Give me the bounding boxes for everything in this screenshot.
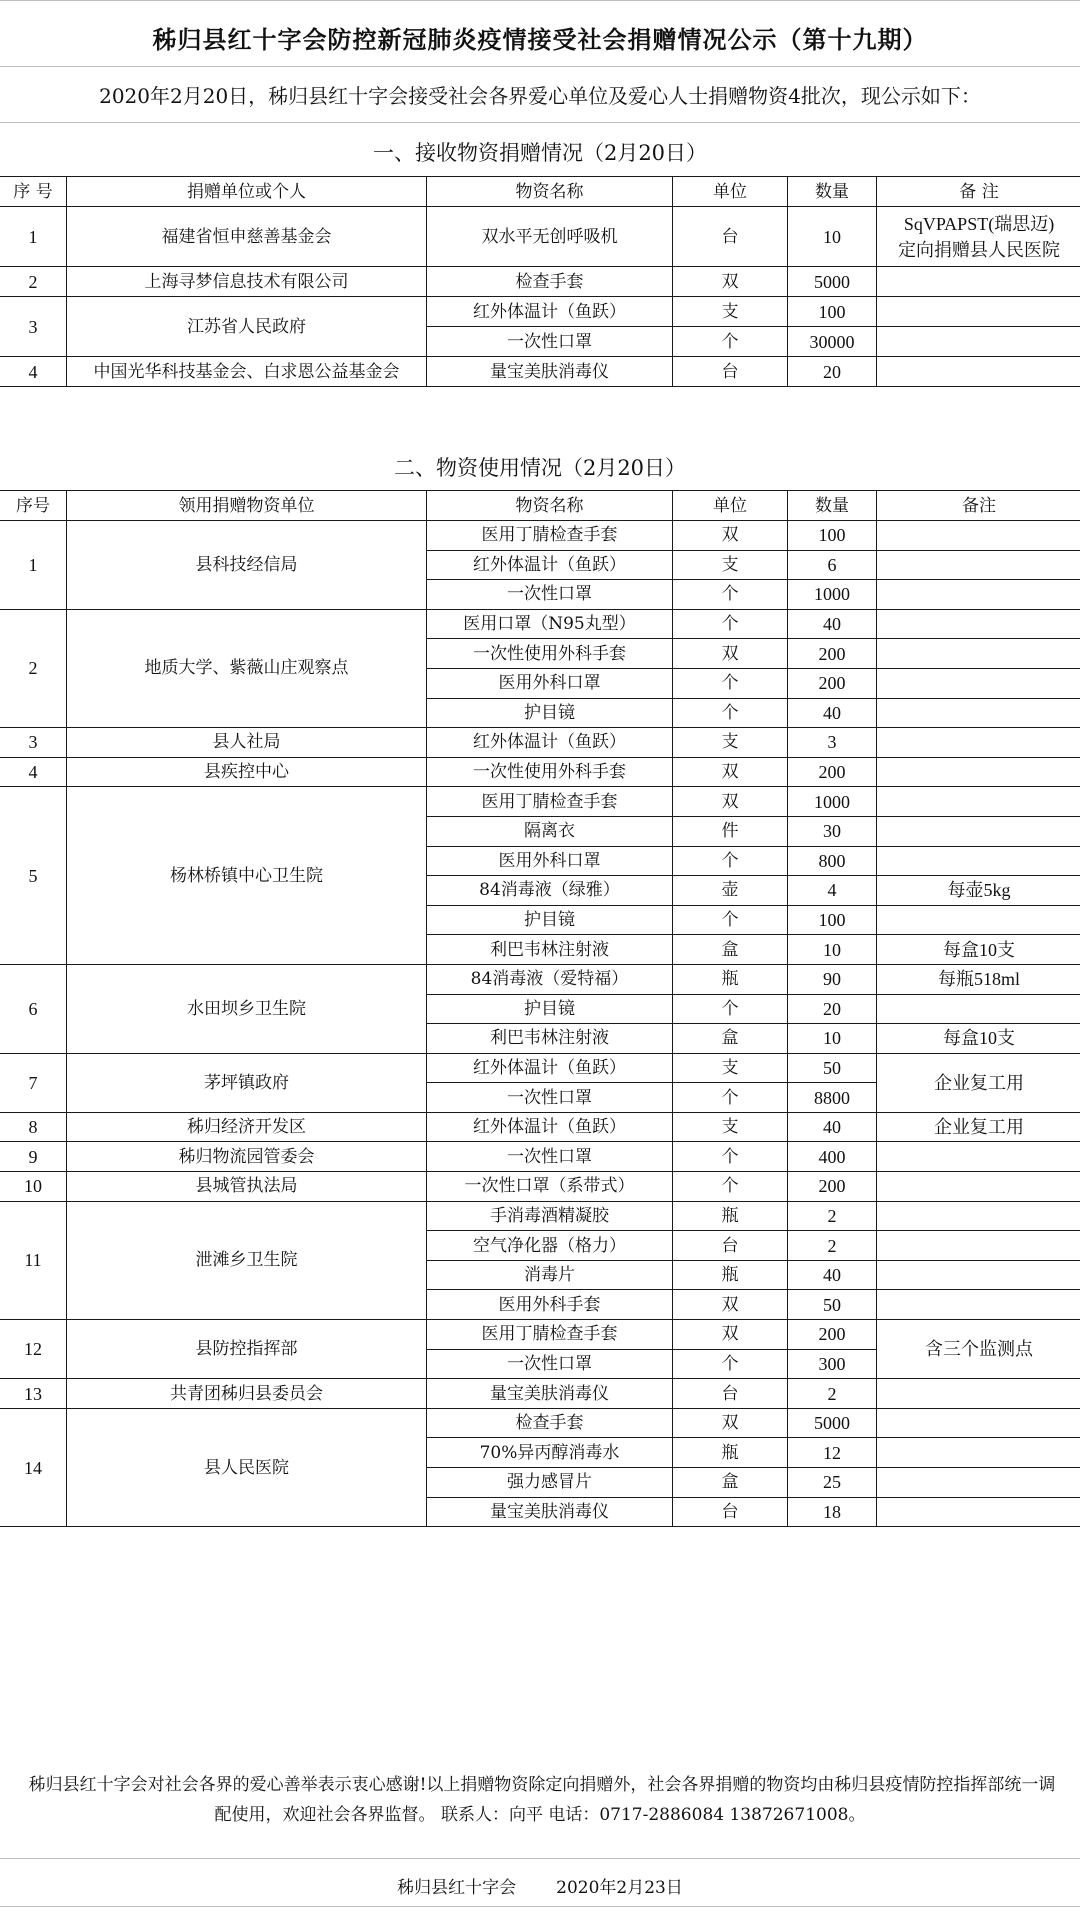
recipient-name: 县科技经信局 (67, 521, 427, 610)
item-qty: 100 (788, 521, 877, 551)
item-unit: 壶 (673, 876, 788, 906)
item-qty: 8800 (788, 1083, 877, 1113)
item-qty: 100 (788, 297, 877, 327)
recipient-name: 秭归物流园管委会 (67, 1142, 427, 1172)
item-unit: 个 (673, 1142, 788, 1172)
recipient-name: 县人社局 (67, 728, 427, 758)
recipient-name: 县人民医院 (67, 1408, 427, 1526)
item-name: 一次性口罩 (427, 580, 673, 610)
item-note: 企业复工用 (877, 1053, 1080, 1112)
row-no: 3 (0, 728, 67, 758)
item-note (877, 207, 1080, 267)
item-unit: 盒 (673, 1024, 788, 1054)
row-no: 8 (0, 1112, 67, 1142)
table-row (0, 728, 1080, 758)
rule (0, 1858, 1080, 1859)
item-qty: 10 (788, 1024, 877, 1054)
header-no: 序 号 (0, 177, 67, 207)
item-unit: 台 (673, 1231, 788, 1261)
item-name: 医用丁腈检查手套 (427, 521, 673, 551)
item-qty: 300 (788, 1349, 877, 1379)
item-qty: 1000 (788, 787, 877, 817)
item-name: 医用外科口罩 (427, 846, 673, 876)
donation-usage-table (0, 490, 1080, 1527)
row-no: 12 (0, 1320, 67, 1379)
item-unit: 个 (673, 327, 788, 357)
item-unit: 台 (673, 207, 788, 267)
table-row (0, 297, 1080, 327)
item-qty: 200 (788, 1172, 877, 1202)
item-note (877, 327, 1080, 357)
item-qty: 50 (788, 1290, 877, 1320)
item-note (877, 787, 1080, 817)
item-unit: 个 (673, 846, 788, 876)
table-row (0, 964, 1080, 994)
item-unit: 个 (673, 1349, 788, 1379)
item-name: 双水平无创呼吸机 (427, 207, 673, 267)
table-row (0, 1142, 1080, 1172)
item-name: 消毒片 (427, 1260, 673, 1290)
item-name: 一次性口罩 (427, 1083, 673, 1113)
item-unit: 个 (673, 668, 788, 698)
item-qty: 40 (788, 1260, 877, 1290)
item-note (877, 1201, 1080, 1231)
item-unit: 个 (673, 1083, 788, 1113)
item-unit: 双 (673, 1408, 788, 1438)
donor-name: 福建省恒申慈善基金会 (67, 207, 427, 267)
bottom-rule (0, 1906, 1080, 1907)
item-unit: 瓶 (673, 1201, 788, 1231)
donor-name: 江苏省人民政府 (67, 297, 427, 357)
item-unit: 台 (673, 357, 788, 387)
row-no: 7 (0, 1053, 67, 1112)
item-name: 红外体温计（鱼跃） (427, 297, 673, 327)
recipient-name: 秭归经济开发区 (67, 1112, 427, 1142)
rule (0, 66, 1080, 67)
item-name: 医用外科口罩 (427, 668, 673, 698)
item-note (877, 1290, 1080, 1320)
recipient-name: 县防控指挥部 (67, 1320, 427, 1379)
table-row (0, 757, 1080, 787)
item-name: 一次性口罩 (427, 1349, 673, 1379)
header-qty: 数量 (788, 491, 877, 521)
donor-name: 中国光华科技基金会、白求恩公益基金会 (67, 357, 427, 387)
item-qty: 2 (788, 1231, 877, 1261)
item-unit: 双 (673, 521, 788, 551)
thanks-text-line1: 秭归县红十字会对社会各界的爱心善举表示衷心感谢!以上捐赠物资除定向捐赠外，社会各界捐赠的物资均由秭归县疫情防控指挥部统一调 (28, 1775, 1056, 1795)
item-note (877, 580, 1080, 610)
header-note: 备注 (877, 491, 1080, 521)
row-no: 10 (0, 1172, 67, 1202)
note-line: SqVPAPST(瑞思迈) (903, 213, 1055, 234)
item-name: 医用口罩（N95丸型） (427, 609, 673, 639)
item-name: 量宝美肤消毒仪 (427, 1497, 673, 1527)
item-unit: 瓶 (673, 1260, 788, 1290)
row-no: 9 (0, 1142, 67, 1172)
item-name: 红外体温计（鱼跃） (427, 1053, 673, 1083)
header-donor: 捐赠单位或个人 (67, 177, 427, 207)
item-qty: 40 (788, 609, 877, 639)
item-unit: 盒 (673, 1468, 788, 1498)
item-qty: 10 (788, 935, 877, 965)
note-line: 定向捐赠县人民医院 (898, 239, 1060, 260)
item-note (877, 639, 1080, 669)
item-unit: 台 (673, 1379, 788, 1409)
item-unit: 台 (673, 1497, 788, 1527)
page-title: 秭归县红十字会防控新冠肺炎疫情接受社会捐赠情况公示（第十九期） (152, 25, 928, 54)
item-unit: 双 (673, 639, 788, 669)
item-unit: 支 (673, 297, 788, 327)
item-unit: 个 (673, 905, 788, 935)
item-name: 利巴韦林注射液 (427, 1024, 673, 1054)
item-name: 一次性使用外科手套 (427, 639, 673, 669)
recipient-name: 杨林桥镇中心卫生院 (67, 787, 427, 965)
table-row (0, 609, 1080, 639)
row-no: 5 (0, 787, 67, 965)
item-name: 手消毒酒精凝胶 (427, 1201, 673, 1231)
item-unit: 支 (673, 728, 788, 758)
row-no: 2 (0, 267, 67, 297)
item-note: 每盒10支 (877, 1024, 1080, 1054)
item-unit: 双 (673, 1290, 788, 1320)
row-no: 11 (0, 1201, 67, 1319)
donor-name: 上海寻梦信息技术有限公司 (67, 267, 427, 297)
header-row (0, 491, 1080, 521)
thanks-text-line2: 配使用，欢迎社会各界监督。 联系人：向平 电话：0717-2886084 13872671008。 (214, 1805, 866, 1825)
item-qty: 200 (788, 757, 877, 787)
recipient-name: 地质大学、紫薇山庄观察点 (67, 609, 427, 727)
section1-heading: 一、接收物资捐赠情况（2月20日） (372, 141, 708, 165)
table-row (0, 357, 1080, 387)
item-name: 红外体温计（鱼跃） (427, 550, 673, 580)
item-note (877, 1172, 1080, 1202)
item-name: 空气净化器（格力） (427, 1231, 673, 1261)
recipient-name: 茅坪镇政府 (67, 1053, 427, 1112)
header-row (0, 177, 1080, 207)
item-note (877, 1438, 1080, 1468)
table-row (0, 521, 1080, 551)
item-qty: 18 (788, 1497, 877, 1527)
footer-date: 2020年2月23日 (556, 1878, 683, 1898)
item-unit: 双 (673, 787, 788, 817)
item-qty: 10 (788, 207, 877, 267)
row-no: 4 (0, 357, 67, 387)
item-note (877, 846, 1080, 876)
item-name: 隔离衣 (427, 816, 673, 846)
donation-received-table (0, 176, 1080, 387)
item-qty: 40 (788, 698, 877, 728)
item-unit: 个 (673, 698, 788, 728)
item-note (877, 1142, 1080, 1172)
item-note (877, 757, 1080, 787)
item-qty: 200 (788, 1320, 877, 1350)
item-qty: 400 (788, 1142, 877, 1172)
table-row (0, 1379, 1080, 1409)
item-name: 84消毒液（爱特福） (427, 964, 673, 994)
row-no: 1 (0, 207, 67, 267)
item-name: 医用丁腈检查手套 (427, 1320, 673, 1350)
item-qty: 200 (788, 639, 877, 669)
item-note: 每壶5kg (877, 876, 1080, 906)
item-name: 医用丁腈检查手套 (427, 787, 673, 817)
item-qty: 50 (788, 1053, 877, 1083)
item-qty: 2 (788, 1201, 877, 1231)
item-name: 检查手套 (427, 267, 673, 297)
row-no: 3 (0, 297, 67, 357)
item-name: 84消毒液（绿雅） (427, 876, 673, 906)
item-note (877, 609, 1080, 639)
row-no: 14 (0, 1408, 67, 1526)
recipient-name: 县疾控中心 (67, 757, 427, 787)
header-item: 物资名称 (427, 491, 673, 521)
recipient-name: 共青团秭归县委员会 (67, 1379, 427, 1409)
header-note: 备 注 (877, 177, 1080, 207)
recipient-name: 水田坝乡卫生院 (67, 964, 427, 1053)
item-qty: 6 (788, 550, 877, 580)
footer (0, 1873, 1080, 1898)
item-name: 护目镜 (427, 698, 673, 728)
item-unit: 盒 (673, 935, 788, 965)
top-rule (0, 0, 1080, 1)
item-note (877, 1468, 1080, 1498)
item-note (877, 905, 1080, 935)
table-row (0, 1320, 1080, 1350)
item-unit: 瓶 (673, 1438, 788, 1468)
item-qty: 30000 (788, 327, 877, 357)
item-qty: 20 (788, 994, 877, 1024)
item-name: 检查手套 (427, 1408, 673, 1438)
footer-org: 秭归县红十字会 (397, 1878, 517, 1898)
item-name: 护目镜 (427, 905, 673, 935)
header-unit: 单位 (673, 177, 788, 207)
item-unit: 个 (673, 580, 788, 610)
item-unit: 瓶 (673, 964, 788, 994)
item-qty: 5000 (788, 1408, 877, 1438)
item-note (877, 1231, 1080, 1261)
header-recipient: 领用捐赠物资单位 (67, 491, 427, 521)
item-unit: 支 (673, 1053, 788, 1083)
item-note (877, 698, 1080, 728)
item-qty: 1000 (788, 580, 877, 610)
table-row (0, 1408, 1080, 1438)
item-unit: 个 (673, 994, 788, 1024)
item-note (877, 1379, 1080, 1409)
row-no: 13 (0, 1379, 67, 1409)
item-name: 红外体温计（鱼跃） (427, 728, 673, 758)
item-name: 红外体温计（鱼跃） (427, 1112, 673, 1142)
item-note: 每盒10支 (877, 935, 1080, 965)
item-note (877, 668, 1080, 698)
item-name: 强力感冒片 (427, 1468, 673, 1498)
recipient-name: 泄滩乡卫生院 (67, 1201, 427, 1319)
item-unit: 个 (673, 1172, 788, 1202)
row-no: 1 (0, 521, 67, 610)
item-note (877, 1260, 1080, 1290)
table-row (0, 1201, 1080, 1231)
item-note: 企业复工用 (877, 1112, 1080, 1142)
item-qty: 40 (788, 1112, 877, 1142)
item-unit: 支 (673, 550, 788, 580)
table-row (0, 1112, 1080, 1142)
item-unit: 双 (673, 267, 788, 297)
item-qty: 3 (788, 728, 877, 758)
item-name: 医用外科手套 (427, 1290, 673, 1320)
item-note (877, 297, 1080, 327)
item-unit: 个 (673, 609, 788, 639)
header-unit: 单位 (673, 491, 788, 521)
item-qty: 5000 (788, 267, 877, 297)
intro-text: 2020年2月20日，秭归县红十字会接受社会各界爱心单位及爱心人士捐赠物资4批次，现公示如下： (99, 84, 981, 108)
item-note (877, 521, 1080, 551)
item-unit: 件 (673, 816, 788, 846)
item-note (877, 728, 1080, 758)
item-note (877, 1408, 1080, 1438)
item-note (877, 816, 1080, 846)
item-qty: 30 (788, 816, 877, 846)
row-no: 2 (0, 609, 67, 727)
header-item: 物资名称 (427, 177, 673, 207)
item-qty: 90 (788, 964, 877, 994)
row-no: 4 (0, 757, 67, 787)
table-row (0, 207, 1080, 267)
recipient-name: 县城管执法局 (67, 1172, 427, 1202)
item-name: 一次性口罩 (427, 1142, 673, 1172)
item-note (877, 994, 1080, 1024)
item-qty: 4 (788, 876, 877, 906)
item-name: 护目镜 (427, 994, 673, 1024)
item-qty: 100 (788, 905, 877, 935)
item-note: 含三个监测点 (877, 1320, 1080, 1379)
row-no: 6 (0, 964, 67, 1053)
item-unit: 支 (673, 1112, 788, 1142)
table-row (0, 267, 1080, 297)
table-row (0, 787, 1080, 817)
item-unit: 双 (673, 1320, 788, 1350)
header-no: 序号 (0, 491, 67, 521)
item-name: 利巴韦林注射液 (427, 935, 673, 965)
item-name: 量宝美肤消毒仪 (427, 357, 673, 387)
item-note (877, 1497, 1080, 1527)
header-qty: 数量 (788, 177, 877, 207)
item-qty: 25 (788, 1468, 877, 1498)
table-row (0, 1172, 1080, 1202)
item-name: 70%异丙醇消毒水 (427, 1438, 673, 1468)
item-qty: 200 (788, 668, 877, 698)
item-unit: 双 (673, 757, 788, 787)
item-name: 一次性口罩 (427, 327, 673, 357)
item-note (877, 550, 1080, 580)
item-qty: 800 (788, 846, 877, 876)
item-qty: 20 (788, 357, 877, 387)
rule (0, 122, 1080, 123)
item-note (877, 267, 1080, 297)
item-qty: 12 (788, 1438, 877, 1468)
item-name: 一次性使用外科手套 (427, 757, 673, 787)
item-qty: 2 (788, 1379, 877, 1409)
item-note: 每瓶518ml (877, 964, 1080, 994)
item-note (877, 357, 1080, 387)
section2-heading: 二、物资使用情况（2月20日） (393, 456, 687, 480)
table-row (0, 1053, 1080, 1083)
item-name: 一次性口罩（系带式） (427, 1172, 673, 1202)
item-name: 量宝美肤消毒仪 (427, 1379, 673, 1409)
